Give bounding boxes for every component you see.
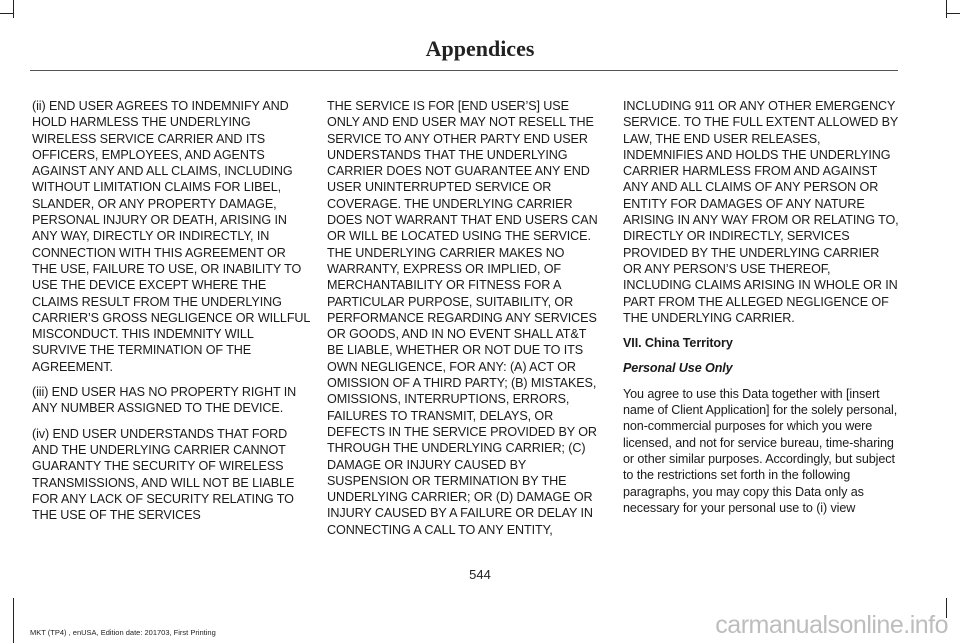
paragraph: You agree to use this Data together with [insert name of Client Application] for the solely personal, non-commercial purposes for which you were licensed, and not for service bureau, time-sharing or other similar purposes. Accordingly, but subject to the restrictions set forth in the following paragraphs, you may copy this Data only as necessary for your personal use to (i) view <box>623 386 898 515</box>
paragraph: (iv) END USER UNDERSTANDS THAT FORD AND THE UNDERLYING CARRIER CANNOT GUARANTY THE SECURITY OF WIRELESS TRANSMISSIONS, AND WILL NOT BE LIABLE FOR ANY LACK OF SECURITY RELATING TO THE USE OF THE SERVICES <box>32 426 295 523</box>
crop-mark-top-right-v <box>946 0 947 18</box>
paragraph: (ii) END USER AGREES TO INDEMNIFY AND HOLD HARMLESS THE UNDERLYING WIRELESS SERVICE CARRIER AND ITS OFFICERS, EMPLOYEES, AND AGENTS AGAINST ANY AND ALL CLAIMS, INCLUDING WITHOUT LIMITATION CLAIMS FOR LIBEL, SLANDER, OR ANY PROPERTY DAMAGE, PERSONAL INJURY OR DEATH, ARISING IN ANY WAY, DIRECTLY OR INDIRECTLY, IN CONNECTION WITH THIS AGREEMENT OR THE USE, FAILURE TO USE, OR INABILITY TO USE THE DEVICE EXCEPT WHERE THE CLAIMS RESULT FROM THE UNDERLYING CARRIER’S GROSS NEGLIGENCE OR WILLFUL MISCONDUCT. THIS INDEMNITY WILL SURVIVE THE TERMINATION OF THE AGREEMENT. <box>32 99 310 374</box>
text-column-1 <box>32 98 310 532</box>
page-title: Appendices <box>425 36 535 61</box>
crop-mark-top-right-h <box>946 13 960 14</box>
crop-mark-bottom-left-v <box>13 598 14 643</box>
header-rule <box>30 70 898 71</box>
paragraph: INCLUDING 911 OR ANY OTHER EMERGENCY SERVICE. TO THE FULL EXTENT ALLOWED BY LAW, THE END USER RELEASES, INDEMNIFIES AND HOLDS THE UNDERLYING CARRIER HARMLESS FROM AND AGAINST ANY AND ALL CLAIMS OF ANY PERSON OR ENTITY FOR DAMAGES OF ANY NATURE ARISING IN ANY WAY FROM OR RELATING TO, DIRECTLY OR INDIRECTLY, SERVICES PROVIDED BY THE UNDERLYING CARRIER OR ANY PERSON’S USE THEREOF, INCLUDING CLAIMS ARISING IN WHOLE OR IN PART FROM THE ALLEGED NEGLIGENCE OF THE UNDERLYING CARRIER. <box>623 99 899 325</box>
page-number: 544 <box>469 567 491 582</box>
paragraph: (iii) END USER HAS NO PROPERTY RIGHT IN ANY NUMBER ASSIGNED TO THE DEVICE. <box>32 385 297 416</box>
section-heading: VII. China Territory <box>623 336 733 351</box>
watermark-logo[interactable]: carmanualsonline.info <box>715 611 948 639</box>
text-column-3 <box>623 98 901 525</box>
crop-mark-top-left-v <box>13 0 14 18</box>
text-column-2 <box>327 98 605 547</box>
edition-footer: MKT (TP4) , enUSA, Edition date: 201703, First Printing <box>30 628 216 637</box>
crop-mark-top-left-h <box>0 13 14 14</box>
paragraph: THE SERVICE IS FOR [END USER’S] USE ONLY AND END USER MAY NOT RESELL THE SERVICE TO ANY OTHER PARTY END USER UNDERSTANDS THAT THE UNDERLYING CARRIER DOES NOT GUARANTEE ANY END USER UNINTERRUPTED SERVICE OR COVERAGE. THE UNDERLYING CARRIER DOES NOT WARRANT THAT END USERS CAN OR WILL BE LOCATED USING THE SERVICE. THE UNDERLYING CARRIER MAKES NO WARRANTY, EXPRESS OR IMPLIED, OF MERCHANTABILITY OR FITNESS FOR A PARTICULAR PURPOSE, SUITABILITY, OR PERFORMANCE REGARDING ANY SERVICES OR GOODS, AND IN NO EVENT SHALL AT&T BE LIABLE, WHETHER OR NOT DUE TO ITS OWN NEGLIGENCE, FOR ANY: (A) ACT OR OMISSION OF A THIRD PARTY; (B) MISTAKES, OMISSIONS, INTERRUPTIONS, ERRORS, FAILURES TO TRANSMIT, DELAYS, OR DEFECTS IN THE SERVICE PROVIDED BY OR THROUGH THE UNDERLYING CARRIER; (C) DAMAGE OR INJURY CAUSED BY SUSPENSION OR TERMINATION BY THE UNDERLYING CARRIER; OR (D) DAMAGE OR INJURY CAUSED BY A FAILURE OR DELAY IN CONNECTING A CALL TO ANY ENTITY, <box>327 99 598 537</box>
section-subheading: Personal Use Only <box>623 361 733 376</box>
